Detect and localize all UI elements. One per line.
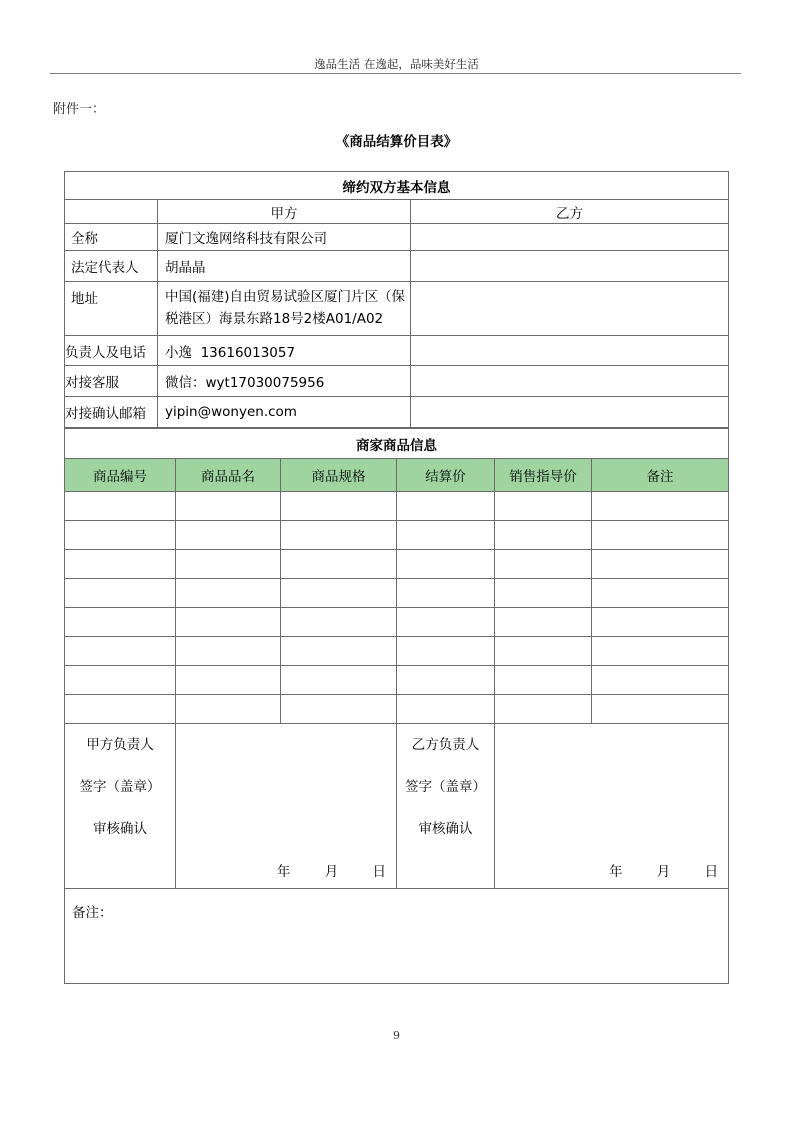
goods-cell[interactable]: [495, 695, 592, 724]
day-label: 日: [704, 864, 719, 880]
party-a-signature-label: [65, 724, 176, 889]
party-a-sign-seal: 签字（盖章）: [79, 779, 161, 795]
remark-cell[interactable]: [65, 889, 729, 984]
goods-cell[interactable]: [592, 608, 729, 637]
month-label: 月: [656, 864, 671, 880]
goods-cell[interactable]: [281, 637, 397, 666]
party-a-header: 甲方: [158, 200, 411, 224]
goods-row: [65, 492, 729, 521]
goods-cell[interactable]: [397, 695, 495, 724]
goods-cell[interactable]: [495, 666, 592, 695]
goods-cell[interactable]: [65, 637, 176, 666]
party-b-value[interactable]: [411, 282, 729, 336]
column-header-name: 商品品名: [176, 459, 281, 492]
goods-cell[interactable]: [397, 637, 495, 666]
row-label: 负责人及电话: [65, 336, 158, 366]
party-b-date: [579, 860, 718, 880]
party-a-value[interactable]: yipin@wonyen.com: [158, 397, 411, 428]
month-label: 月: [324, 864, 339, 880]
row-label: 对接客服: [65, 366, 158, 397]
party-a-value[interactable]: 小逸 13616013057: [158, 336, 411, 366]
goods-cell[interactable]: [281, 579, 397, 608]
party-b-value[interactable]: [411, 336, 729, 366]
goods-table: [64, 428, 729, 984]
info-row-email: [65, 397, 729, 428]
goods-row: [65, 521, 729, 550]
goods-row: [65, 579, 729, 608]
goods-cell[interactable]: [495, 550, 592, 579]
goods-cell[interactable]: [176, 550, 281, 579]
goods-cell[interactable]: [176, 521, 281, 550]
goods-cell[interactable]: [397, 550, 495, 579]
party-a-value[interactable]: 中国(福建)自由贸易试验区厦门片区（保税港区）海景东路18号2楼A01/A02: [158, 282, 411, 336]
party-info-table: [64, 171, 729, 428]
goods-cell[interactable]: [281, 521, 397, 550]
party-a-value[interactable]: 胡晶晶: [158, 251, 411, 282]
goods-cell[interactable]: [592, 492, 729, 521]
goods-cell[interactable]: [495, 492, 592, 521]
column-header-sku: 商品编号: [65, 459, 176, 492]
party-a-responsible: 甲方负责人: [86, 737, 154, 753]
goods-cell[interactable]: [397, 579, 495, 608]
goods-cell[interactable]: [65, 608, 176, 637]
goods-cell[interactable]: [592, 550, 729, 579]
goods-cell[interactable]: [176, 492, 281, 521]
party-b-value[interactable]: [411, 397, 729, 428]
party-b-value[interactable]: [411, 251, 729, 282]
row-label: 法定代表人: [65, 251, 158, 282]
goods-cell[interactable]: [176, 608, 281, 637]
goods-cell[interactable]: [281, 666, 397, 695]
party-b-value[interactable]: [411, 366, 729, 397]
goods-cell[interactable]: [281, 695, 397, 724]
party-a-date: [247, 860, 386, 880]
goods-cell[interactable]: [397, 492, 495, 521]
year-label: 年: [608, 864, 623, 880]
party-b-responsible: 乙方负责人: [411, 737, 480, 753]
party-b-header: 乙方: [411, 200, 729, 224]
goods-cell[interactable]: [397, 666, 495, 695]
goods-cell[interactable]: [65, 695, 176, 724]
goods-cell[interactable]: [397, 521, 495, 550]
goods-cell[interactable]: [281, 492, 397, 521]
goods-cell[interactable]: [65, 666, 176, 695]
goods-cell[interactable]: [592, 666, 729, 695]
party-b-signature-label: [397, 724, 495, 889]
goods-cell[interactable]: [495, 608, 592, 637]
remark-row: [65, 889, 729, 984]
goods-cell[interactable]: [176, 666, 281, 695]
column-header-settle-price: 结算价: [397, 459, 495, 492]
party-b-sign-seal: 签字（盖章）: [405, 779, 486, 795]
party-a-review: 审核确认: [93, 821, 147, 837]
goods-cell[interactable]: [65, 521, 176, 550]
goods-cell[interactable]: [495, 579, 592, 608]
row-label: 地址: [65, 282, 158, 336]
goods-row: [65, 637, 729, 666]
header-divider: [50, 73, 741, 74]
party-b-review: 审核确认: [418, 821, 473, 837]
goods-header-row: [65, 459, 729, 492]
info-section-title: 缔约双方基本信息: [65, 172, 729, 200]
goods-cell[interactable]: [65, 579, 176, 608]
goods-cell[interactable]: [592, 521, 729, 550]
info-row-legal-rep: [65, 251, 729, 282]
goods-cell[interactable]: [281, 550, 397, 579]
goods-cell[interactable]: [176, 579, 281, 608]
remark-label: 备注：: [72, 905, 113, 921]
column-header-remark: 备注: [592, 459, 729, 492]
party-b-signature-area[interactable]: [495, 724, 729, 889]
attachment-label: 附件一：: [53, 102, 106, 117]
document-title: 《商品结算价目表》: [335, 134, 458, 150]
goods-cell[interactable]: [65, 550, 176, 579]
goods-cell[interactable]: [176, 695, 281, 724]
goods-cell[interactable]: [495, 521, 592, 550]
goods-row: [65, 666, 729, 695]
goods-cell[interactable]: [592, 695, 729, 724]
goods-cell[interactable]: [397, 608, 495, 637]
goods-cell[interactable]: [65, 492, 176, 521]
day-label: 日: [372, 864, 386, 880]
info-row-fullname: [65, 224, 729, 251]
column-header-guide-price: 销售指导价: [495, 459, 592, 492]
year-label: 年: [276, 864, 291, 880]
goods-cell[interactable]: [176, 637, 281, 666]
page-header-slogan: 逸品生活 在逸起，品味美好生活: [314, 57, 479, 71]
party-a-value[interactable]: 微信：wyt17030075956: [158, 366, 411, 397]
row-label: 全称: [65, 224, 158, 251]
goods-cell[interactable]: [592, 637, 729, 666]
goods-cell[interactable]: [495, 637, 592, 666]
column-header-spec: 商品规格: [281, 459, 397, 492]
row-label: 对接确认邮箱: [65, 397, 158, 428]
goods-row: [65, 695, 729, 724]
info-row-service: [65, 366, 729, 397]
signature-row: [65, 724, 729, 889]
goods-cell[interactable]: [592, 579, 729, 608]
goods-row: [65, 550, 729, 579]
party-b-value[interactable]: [411, 224, 729, 251]
goods-row: [65, 608, 729, 637]
party-a-value[interactable]: 厦门文逸网络科技有限公司: [158, 224, 411, 251]
goods-section-title: 商家商品信息: [65, 429, 729, 459]
info-row-contact: [65, 336, 729, 366]
page-number: 9: [393, 1029, 400, 1042]
party-a-signature-area[interactable]: [176, 724, 397, 889]
info-row-address: [65, 282, 729, 336]
corner-cell: [65, 200, 158, 224]
goods-cell[interactable]: [281, 608, 397, 637]
